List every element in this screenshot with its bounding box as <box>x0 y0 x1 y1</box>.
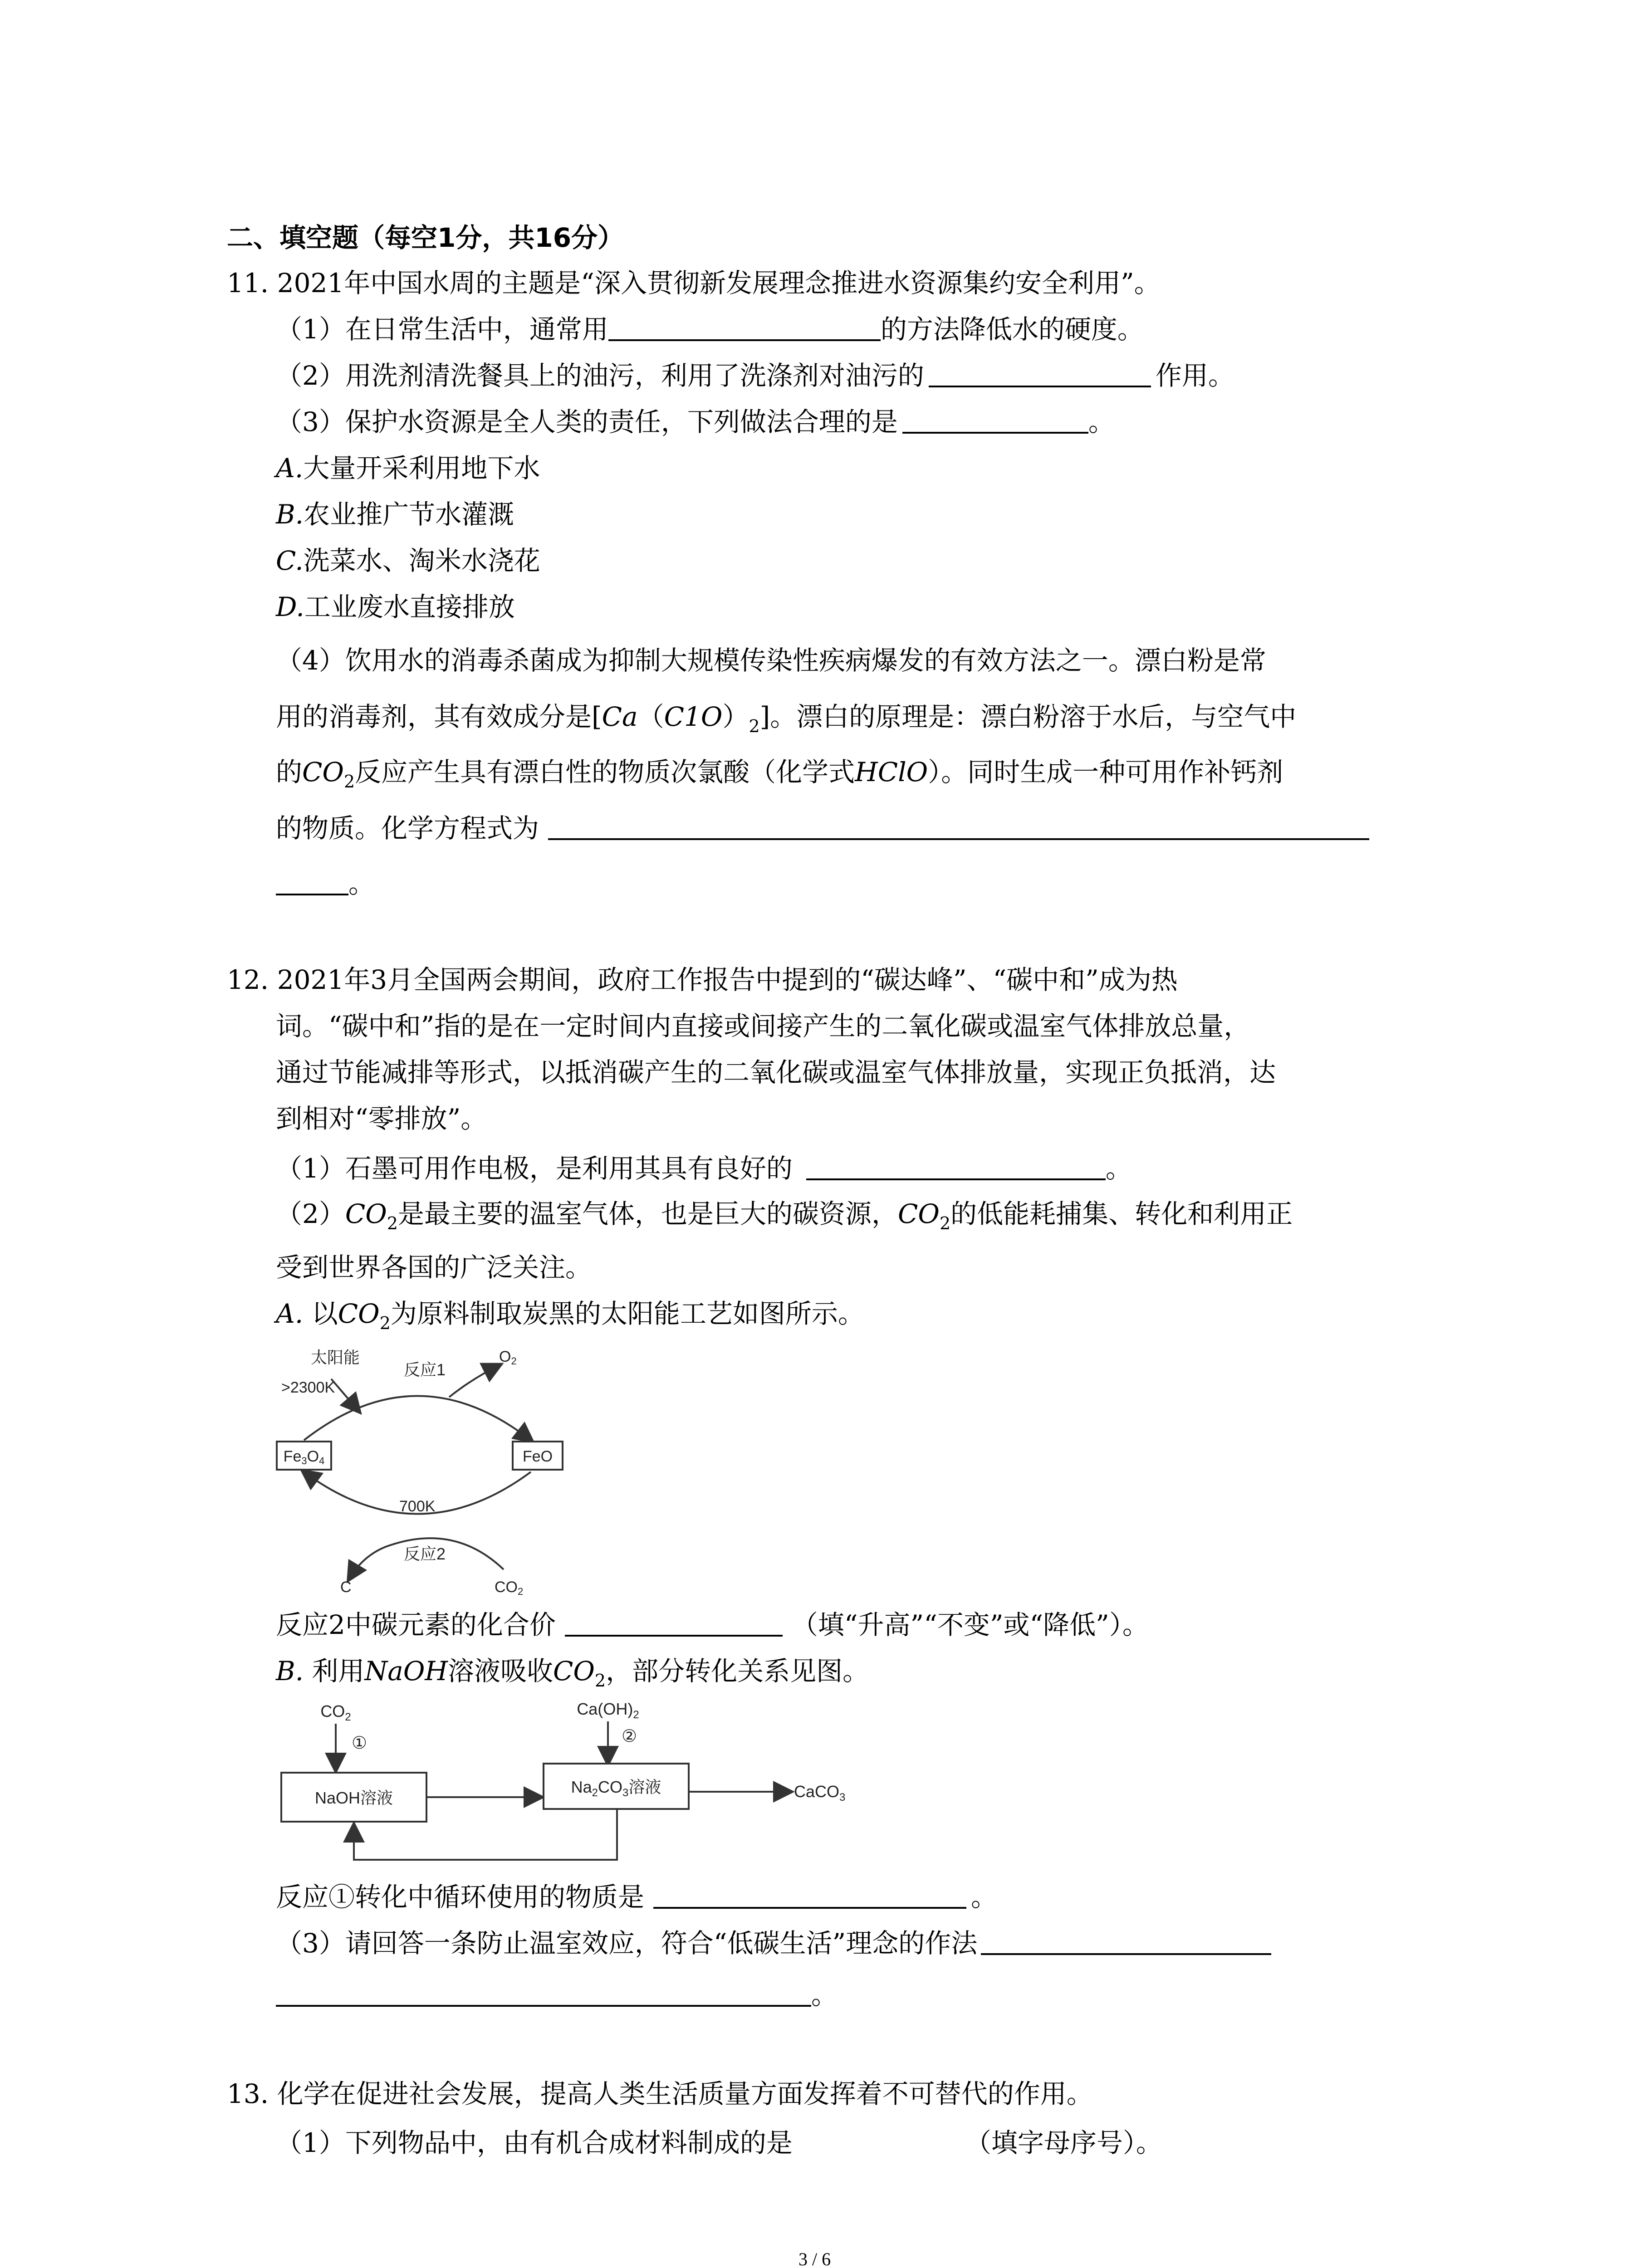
question-12-stem-line3: 通过节能减排等形式，以抵消碳产生的二氧化碳或温室气体排放量，实现正负抵消，达 <box>276 1057 1276 1088</box>
question-number: 11. <box>227 268 269 298</box>
cycle-arc-top <box>304 1396 531 1441</box>
q12-part3-line2: 。 <box>276 1979 838 2011</box>
answer-blank[interactable] <box>276 867 348 895</box>
q12-part3-line1: （3）请回答一条防止温室效应，符合“低碳生活”理念的作法 <box>276 1927 1271 1960</box>
co2-input-label: $CO_2$ <box>320 1702 351 1723</box>
q12-part1: （1）石墨可用作电极，是利用其具有良好的 。 <box>276 1153 1132 1184</box>
reaction2-label: 反应2 <box>404 1545 446 1563</box>
q11-part4-line2: 用的消毒剂，其有效成分是$[Ca(C1O)_2]$。漂白的原理是：漂白粉溶于水后，与空气中 <box>276 701 1297 736</box>
page-number: 3 / 6 <box>798 2249 831 2268</box>
co2-label: CO2 <box>495 1579 524 1597</box>
q11-option-a: A.大量开采利用地下水 <box>276 453 540 484</box>
q11-part2: （2）用洗剂清洗餐具上的油污，利用了洗涤剂对油污的 作用。 <box>276 360 1234 391</box>
question-12-stem-line4: 到相对“零排放”。 <box>276 1103 487 1134</box>
answer-space[interactable] <box>793 2126 965 2152</box>
section-heading: 二、填空题（每空1分，共16分） <box>227 222 624 253</box>
q11-option-d: D.工业废水直接排放 <box>276 591 515 622</box>
solar-process-diagram <box>272 1343 572 1601</box>
solar-input-arrow <box>331 1379 358 1411</box>
o2-output-arrow <box>449 1365 499 1397</box>
low-temp-label: 700K <box>399 1498 436 1515</box>
q11-part1: （1）在日常生活中，通常用 的方法降低水的硬度。 <box>276 314 1144 345</box>
answer-blank[interactable] <box>565 1608 783 1637</box>
carbon-label: C <box>340 1579 352 1596</box>
feo-label: FeO <box>522 1448 553 1465</box>
answer-blank[interactable] <box>981 1927 1271 1955</box>
naoh-solution-label: NaOH溶液 <box>314 1789 393 1807</box>
q11-option-c: C.洗菜水、淘米水浇花 <box>276 545 540 576</box>
caoh2-label: $Ca(OH)_2$ <box>577 1700 639 1721</box>
q11-part4-line4: 的物质。化学方程式为 <box>276 812 1369 845</box>
naoh-absorption-diagram <box>272 1696 898 1873</box>
q12-reaction2-question: 反应2中碳元素的化合价 （填“升高”“不变”或“降低”）。 <box>276 1609 1149 1640</box>
q12-part-a: A. 以$CO_2$为原料制取炭黑的太阳能工艺如图所示。 <box>276 1298 864 1333</box>
q11-part4-line3: 的$CO_2$反应产生具有漂白性的物质次氯酸（化学式HClO）。同时生成一种可用作补钙剂 <box>276 757 1283 792</box>
step2-label: ② <box>622 1727 637 1746</box>
answer-blank[interactable] <box>548 812 1369 840</box>
q12-part-b: B. 利用NaOH溶液吸收$CO_2$，部分转化关系见图。 <box>276 1656 869 1691</box>
na2co3-solution-label: $Na_2CO_3$溶液 <box>571 1778 661 1799</box>
o2-label: O2 <box>499 1348 517 1367</box>
fe3o4-label: Fe3O4 <box>283 1448 325 1466</box>
high-temp-label: >2300K <box>281 1379 335 1396</box>
caco3-label: CaCO$_3$ <box>794 1782 846 1804</box>
answer-blank[interactable] <box>653 1881 966 1909</box>
answer-blank[interactable] <box>276 1979 811 2007</box>
reaction1-label: 反应1 <box>404 1360 446 1379</box>
question-12-stem-line1: 12. 2021年3月全国两会期间，政府工作报告中提到的“碳达峰”、“碳中和”成为热 <box>227 964 1178 995</box>
question-12-stem-line2: 词。“碳中和”指的是在一定时间内直接或间接产生的二氧化碳或温室气体排放总量， <box>276 1011 1250 1041</box>
answer-blank[interactable] <box>929 359 1151 387</box>
q11-part4-line1: （4）饮用水的消毒杀菌成为抑制大规模传染性疾病爆发的有效方法之一。漂白粉是常 <box>276 645 1266 676</box>
q13-part1: （1）下列物品中，由有机合成材料制成的是 （填字母序号）。 <box>276 2126 1162 2159</box>
q12-part2-line1: $(2)CO_2$是最主要的温室气体，也是巨大的碳资源，$CO_2$的低能耗捕集、转化和利用正 <box>276 1198 1293 1233</box>
question-13-stem: 13. 化学在促进社会发展，提高人类生活质量方面发挥着不可替代的作用。 <box>227 2078 1093 2109</box>
question-number: 13. <box>227 2078 269 2109</box>
q11-option-b: B.农业推广节水灌溉 <box>276 499 514 530</box>
solar-label: 太阳能 <box>311 1348 360 1367</box>
q11-part4-line5: 。 <box>276 867 375 900</box>
question-number: 12. <box>227 964 269 995</box>
q11-part3: （3）保护水资源是全人类的责任，下列做法合理的是 。 <box>276 406 1115 437</box>
answer-blank[interactable] <box>608 313 881 341</box>
step1-label: ① <box>352 1734 367 1753</box>
q12-reaction1-question: 反应①转化中循环使用的物质是 。 <box>276 1882 998 1912</box>
answer-blank[interactable] <box>902 406 1088 434</box>
question-11-stem: 11. 2021年中国水周的主题是“深入贯彻新发展理念推进水资源集约安全利用”。 <box>227 268 1161 298</box>
q12-part2-line2: 受到世界各国的广泛关注。 <box>276 1252 592 1283</box>
answer-blank[interactable] <box>806 1152 1106 1180</box>
